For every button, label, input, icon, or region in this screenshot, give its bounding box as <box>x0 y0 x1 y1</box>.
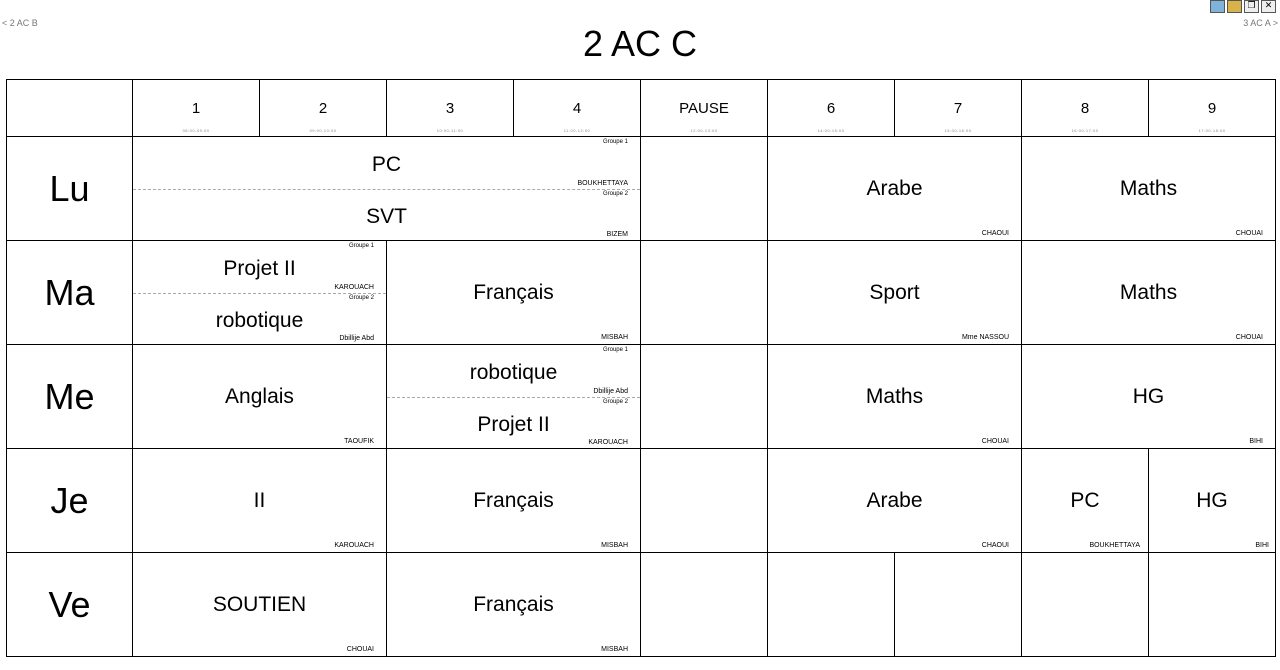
subject-label: II <box>253 488 266 512</box>
period-header: 6 14:00-15:00 <box>768 80 895 137</box>
day-label: Ve <box>7 553 133 657</box>
group-slot <box>133 293 386 345</box>
teacher-label: CHAOUI <box>981 542 1009 549</box>
teacher-label: BOUKHETTAYA <box>577 179 628 187</box>
teacher-label: TAOUFIK <box>344 438 374 445</box>
subject-label: Maths <box>865 384 924 408</box>
teacher-label: MISBAH <box>601 646 628 653</box>
subject-label: HG <box>1196 488 1228 512</box>
group-slot <box>133 189 640 241</box>
subject-label: PC <box>1070 488 1100 512</box>
subject-label: SVT <box>366 204 407 228</box>
teacher-label: KAROUACH <box>334 542 374 549</box>
empty-cell[interactable] <box>895 553 1022 657</box>
lesson-cell[interactable] <box>768 345 1022 449</box>
period-header: 9 17:00-18:00 <box>1149 80 1276 137</box>
group-label: Groupe 1 <box>348 243 374 249</box>
day-label: Lu <box>7 137 133 241</box>
subject-label: Français <box>473 280 554 304</box>
pause-cell <box>641 553 768 657</box>
subject-label: Arabe <box>866 488 923 512</box>
group-label: Groupe 1 <box>602 139 628 145</box>
group-slot <box>133 137 640 190</box>
group-label: Groupe 2 <box>602 190 628 197</box>
teacher-label: BIHI <box>1255 542 1269 549</box>
day-row <box>7 553 1276 657</box>
subject-label: Anglais <box>225 384 294 408</box>
print-icon[interactable] <box>1227 0 1242 13</box>
empty-cell[interactable] <box>1022 553 1149 657</box>
teacher-label: KAROUACH <box>334 283 374 291</box>
teacher-label: CHOUAI <box>1235 334 1263 341</box>
corner-cell <box>7 80 133 137</box>
period-header: 7 15:00-16:00 <box>895 80 1022 137</box>
lesson-cell[interactable] <box>133 553 387 657</box>
preview-icon[interactable] <box>1210 0 1225 13</box>
pause-cell <box>641 241 768 345</box>
window-toolbar <box>1210 0 1276 13</box>
teacher-label: CHOUAI <box>346 646 374 653</box>
header-row <box>7 80 1276 137</box>
day-label: Ma <box>7 241 133 345</box>
lesson-cell[interactable] <box>133 137 641 241</box>
subject-label: robotique <box>215 308 304 332</box>
lesson-cell[interactable] <box>133 241 387 345</box>
page-title: 2 AC C <box>582 23 698 64</box>
period-header: 4 11:00-12:00 <box>514 80 641 137</box>
period-header: 3 10:00-11:00 <box>387 80 514 137</box>
subject-label: Arabe <box>866 176 923 200</box>
group-slot <box>133 241 386 294</box>
subject-label: HG <box>1132 384 1165 408</box>
lesson-cell[interactable] <box>1149 449 1276 553</box>
subject-label: Projet II <box>477 412 550 436</box>
group-slot <box>387 345 640 398</box>
timetable <box>6 79 1276 657</box>
teacher-label: CHOUAI <box>981 438 1009 445</box>
next-class-link[interactable]: 3 AC A > <box>1243 18 1278 28</box>
close-icon[interactable]: ✕ <box>1261 0 1276 13</box>
day-row <box>7 241 1276 345</box>
day-row <box>7 137 1276 241</box>
lesson-cell[interactable] <box>133 345 387 449</box>
teacher-label: Mme NASSOU <box>961 334 1009 341</box>
lesson-cell[interactable] <box>387 345 641 449</box>
pause-cell <box>641 137 768 241</box>
teacher-label: BIZEM <box>606 231 628 238</box>
pause-cell <box>641 449 768 553</box>
pause-cell <box>641 345 768 449</box>
lesson-cell[interactable] <box>768 449 1022 553</box>
lesson-cell[interactable] <box>768 137 1022 241</box>
subject-label: SOUTIEN <box>212 592 307 616</box>
lesson-cell[interactable] <box>1022 345 1276 449</box>
teacher-label: CHOUAI <box>1235 230 1263 237</box>
lesson-cell[interactable] <box>1022 137 1276 241</box>
teacher-label: BIHI <box>1249 438 1263 445</box>
period-header: PAUSE 12:00-13:00 <box>641 80 768 137</box>
teacher-label: KAROUACH <box>588 439 628 446</box>
subject-label: Français <box>473 488 554 512</box>
teacher-label: MISBAH <box>601 542 628 549</box>
teacher-label: BOUKHETTAYA <box>1089 542 1140 549</box>
lesson-cell[interactable] <box>133 449 387 553</box>
subject-label: Projet II <box>223 257 296 281</box>
teacher-label: MISBAH <box>601 334 628 341</box>
period-header: 8 16:00-17:00 <box>1022 80 1149 137</box>
teacher-label: Dbillije Abd <box>339 335 374 342</box>
subject-label: robotique <box>469 361 558 385</box>
day-row <box>7 449 1276 553</box>
group-label: Groupe 2 <box>602 398 628 405</box>
lesson-cell[interactable] <box>768 241 1022 345</box>
empty-cell[interactable] <box>768 553 895 657</box>
day-row <box>7 345 1276 449</box>
empty-cell[interactable] <box>1149 553 1276 657</box>
subject-label: Maths <box>1119 280 1178 304</box>
day-label: Me <box>7 345 133 449</box>
subject-label: Sport <box>869 280 920 304</box>
teacher-label: Dbillije Abd <box>593 387 628 395</box>
subject-label: PC <box>371 153 402 177</box>
period-header: 2 09:00-10:00 <box>260 80 387 137</box>
day-label: Je <box>7 449 133 553</box>
subject-label: Français <box>473 592 554 616</box>
group-label: Groupe 2 <box>348 294 374 301</box>
prev-class-link[interactable]: < 2 AC B <box>2 18 38 28</box>
subject-label: Maths <box>1119 176 1178 200</box>
lesson-cell[interactable] <box>1022 449 1149 553</box>
group-label: Groupe 1 <box>602 347 628 353</box>
lesson-cell[interactable] <box>1022 241 1276 345</box>
period-header: 1 08:00-09:00 <box>133 80 260 137</box>
lesson-cell[interactable] <box>387 449 641 553</box>
lesson-cell[interactable] <box>387 553 641 657</box>
restore-icon[interactable]: ❐ <box>1244 0 1259 13</box>
lesson-cell[interactable] <box>387 241 641 345</box>
teacher-label: CHAOUI <box>981 230 1009 237</box>
group-slot <box>387 397 640 449</box>
